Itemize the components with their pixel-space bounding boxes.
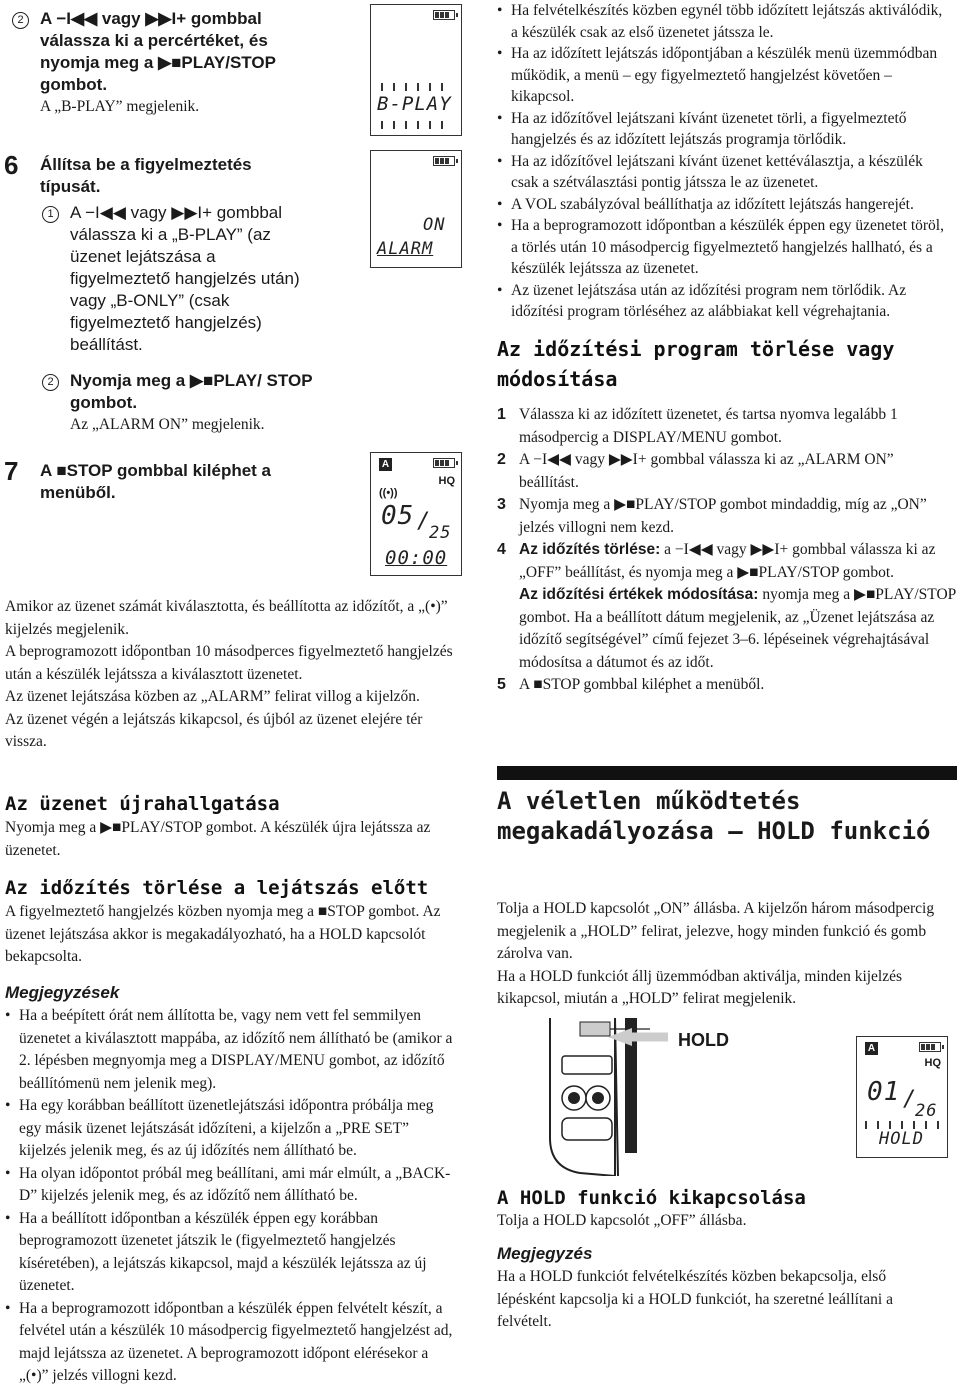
section-divider-bar <box>497 766 957 780</box>
step-instruction: Nyomja meg a ▶■PLAY/ STOP gombot. <box>70 371 313 412</box>
paragraph: Amikor az üzenet számát kiválasztotta, és beállította az időzítőt, a „(•)” kijelzés megjelenik. <box>5 598 448 638</box>
list-item: • Ha a beállított időpontban a készülék éppen egy korábban beprogramozott üzenetet játszik le (figyelmeztető hangjelzés kíséretében), a lejátszás kikapcsol, majd a készülék lejátssza az új üzenetet. <box>5 1208 457 1298</box>
hq-indicator: HQ <box>924 1057 941 1069</box>
step-text: A −I◀◀ vagy ▶▶I+ gombbal válassza ki az „ALARM ON” beállítást. <box>519 451 894 491</box>
step-number-7: 7 <box>4 456 19 486</box>
paragraph: Tolja a HOLD kapcsolót „ON” állásba. A kijelzőn három másodpercig megjelenik a „HOLD” felirat, jelezve, hogy minden funkció és gomb zárolva van. <box>497 900 935 962</box>
list-item: • Ha egy korábban beállított üzenetlejátszási időpontra próbálja meg egy másik üzenet lejátszását időzíteni, a kijelzőn a „PRE SET” kijelzés jelenik meg, és az új időzítés nem állítható be. <box>5 1095 457 1163</box>
lcd-text: ON <box>423 215 446 235</box>
lcd-text: HOLD <box>879 1129 924 1149</box>
list-item <box>497 494 957 539</box>
list-item: • Ha a beprogramozott időpontban a készülék éppen egy üzenetet töröl, a törlés után 10 másodpercig figyelmeztető hangjelzés hallható, és a készülék lejátssza az üzenetet. <box>497 215 952 280</box>
lcd-day: 25 <box>429 523 452 543</box>
blink-rays-icon <box>381 83 451 91</box>
battery-icon <box>433 156 455 166</box>
step-number: 3 <box>497 496 506 513</box>
step-instruction: A −I◀◀ vagy ▶▶I+ gombbal válassza ki a „B-PLAY” (az üzenet lejátszása a figyelmeztető hangjelzés után) vagy „B-ONLY” (csak figyelmeztető hangjelzés) beállítást. <box>70 203 300 354</box>
lcd-slash: / <box>417 509 432 534</box>
step-6-sub2 <box>47 370 320 436</box>
lcd-text: ALARM <box>377 239 434 259</box>
circled-number: 1 <box>42 206 59 223</box>
step-7-text: A ■STOP gombbal kiléphet a menüből. <box>40 461 272 502</box>
step-result: Az „ALARM ON” megjelenik. <box>70 416 265 433</box>
battery-icon <box>433 458 455 468</box>
step-text: A ■STOP gombbal kiléphet a menüből. <box>519 676 765 693</box>
paragraph: Az üzenet végén a lejátszás kikapcsol, és újból az üzenet elejére tér vissza. <box>5 710 423 750</box>
step-number: 2 <box>497 451 506 468</box>
list-item <box>497 674 957 697</box>
lcd-display-alarm-on <box>370 150 462 268</box>
paragraph: Ha a HOLD funkciót állj üzemmódban aktiválja, minden kijelzés kikapcsol, miután a „HOLD” felirat megjelenik. <box>497 967 903 1007</box>
list-item <box>497 404 957 449</box>
blink-rays-icon <box>865 1121 939 1129</box>
note-heading: Megjegyzés <box>497 1244 593 1263</box>
step-number: 5 <box>497 676 506 693</box>
step-5-sub2 <box>17 8 330 118</box>
section-heading-hold: A véletlen működtetés megakadályozása — HOLD funkció <box>497 787 931 845</box>
list-item: • Ha felvételkészítés közben egynél több időzített lejátszás aktiválódik, a készülék csak az első üzenetet játssza le. <box>497 0 952 43</box>
step-text: a −I◀◀ vagy ▶▶I+ gombbal válassza ki az „OFF” beállítást, és nyomja meg a ▶■PLAY/STOP gombot. <box>519 541 936 581</box>
list-item: • Ha olyan időpontot próbál meg beállítani, ami már elmúlt, a „BACK-D” kijelzés jelenik meg, és az időzítő nem állítható be. <box>5 1163 457 1208</box>
lcd-display-date <box>370 452 462 576</box>
cancel-text: A figyelmeztető hangjelzés közben nyomja meg a ■STOP gombot. Az üzenet lejátszása akkor is megakadályozható, ha a HOLD kapcsolót bekapcsolta. <box>5 903 441 965</box>
list-item: • A VOL szabályzóval beállíthatja az időzített lejátszás hangerejét. <box>497 194 952 216</box>
list-item: • Ha az időzítővel lejátszani kívánt üzenet kettéválasztja, a készülék csak a szétválasztási pontig játssza le az üzenetet. <box>497 151 952 194</box>
folder-a-icon: A <box>865 1042 878 1055</box>
hold-description <box>497 898 937 1011</box>
device-illustration <box>540 1018 650 1176</box>
circled-number: 2 <box>12 12 29 29</box>
section-heading-cancel: Az időzítés törlése a lejátszás előtt <box>5 877 429 899</box>
list-item <box>497 539 957 674</box>
alarm-description <box>5 596 460 754</box>
lcd-time: 00:00 <box>385 547 448 569</box>
paragraph: Az üzenet lejátszása közben az „ALARM” felirat villog a kijelzőn. <box>5 688 420 705</box>
lcd-text: B-PLAY <box>377 93 452 115</box>
step-number: 1 <box>497 406 506 423</box>
folder-a-icon: A <box>379 458 392 471</box>
notes-list <box>5 1005 457 1388</box>
lcd-month: 05 <box>381 501 415 531</box>
step-label: Az időzítés törlése: <box>519 541 661 558</box>
step-6-sub1 <box>47 202 320 356</box>
alarm-icon: ((•)) <box>379 487 398 499</box>
lcd-slash: / <box>903 1087 918 1112</box>
step-instruction: A −I◀◀ vagy ▶▶I+ gombbal válassza ki a percértéket, és nyomja meg a ▶■PLAY/STOP gombot. <box>40 9 276 94</box>
battery-icon <box>433 10 455 20</box>
lcd-day: 26 <box>915 1101 938 1121</box>
circled-number: 2 <box>42 374 59 391</box>
list-item: • Az üzenet lejátszása után az időzítési program nem törlődik. Az időzítési program törléséhez az alábbiakat kell végrehajtania. <box>497 280 952 323</box>
note-text: Ha a HOLD funkciót felvételkészítés közben bekapcsolja, első lépésként kapcsolja ki a HOLD funkciót, ha szeretné leállítani a felvételt. <box>497 1268 893 1330</box>
hold-switch-label: HOLD <box>678 1030 729 1050</box>
list-item: • Ha a beprogramozott időpontban a készülék éppen felvételt készít, a felvétel után a készülék 10 másodpercig figyelmeztető hangjelzést ad, majd lejátssza az üzenetet. A beprogramozott időpont elérésekor a „(•)” jelzés villogni kezd. <box>5 1298 457 1388</box>
replay-text: Nyomja meg a ▶■PLAY/STOP gombot. A készülék újra lejátssza az üzenetet. <box>5 819 431 859</box>
step-text: Válassza ki az időzített üzenetet, és tartsa nyomva legalább 1 másodpercig a DISPLAY/MENU gombot. <box>519 406 898 446</box>
lcd-display-hold <box>856 1036 948 1158</box>
section-heading-modify: Az időzítési program törlése vagy módosítása <box>497 337 895 391</box>
blink-rays-icon <box>381 121 451 129</box>
step-number-6: 6 <box>4 150 19 180</box>
section-heading-hold-off: A HOLD funkció kikapcsolása <box>497 1187 806 1209</box>
list-item: • Ha az időzített lejátszás időpontjában a készülék menü üzemmódban működik, a menü – egy figyelmeztető hangjelzést követően – kikapcsol. <box>497 43 952 108</box>
step-text: Nyomja meg a ▶■PLAY/STOP gombot mindaddig, míg az „ON” jelzés villogni nem kezd. <box>519 496 927 536</box>
list-item: • Ha a beépített órát nem állította be, vagy nem vett fel semmilyen üzenetet a kiválasztott mappába, az időzítő nem állítható be (amikor a 2. lépésben megnyomja meg a DISPLAY/MENU gombot, az időzítő beállítómenü nem jelenik meg). <box>5 1005 457 1095</box>
paragraph: A beprogramozott időpontban 10 másodperces figyelmeztető hangjelzés után a készülék lejátssza a kiválasztott üzenetet. <box>5 643 453 683</box>
list-item <box>497 449 957 494</box>
step-label: Az időzítési értékek módosítása: <box>519 586 759 603</box>
list-item: • Ha az időzítővel lejátszani kívánt üzenetet törli, a figyelmeztető hangjelzés és az időzített lejátszás programja törlődik. <box>497 108 952 151</box>
lcd-month: 01 <box>867 1077 901 1107</box>
step-result: A „B-PLAY” megjelenik. <box>40 98 200 115</box>
lcd-display-bplay <box>370 4 462 136</box>
hq-indicator: HQ <box>438 475 455 487</box>
step-number: 4 <box>497 541 506 558</box>
step-text: nyomja meg a ▶■PLAY/STOP gombot. Ha a beállított dátum megjelenik, az „Üzenet lejátszása az időzítő segítségével” című fejezet 3–6. lépéseinek végrehajtásával módosítsa a dátumot és az időt. <box>519 586 956 671</box>
timer-notes-list <box>497 0 952 323</box>
section-heading-replay: Az üzenet újrahallgatása <box>5 793 280 815</box>
modify-steps <box>497 404 957 697</box>
notes-heading: Megjegyzések <box>5 983 120 1002</box>
battery-icon <box>919 1042 941 1052</box>
hold-off-text: Tolja a HOLD kapcsolót „OFF” állásba. <box>497 1212 747 1229</box>
step-6-title: Állítsa be a figyelmeztetés típusát. <box>40 155 252 196</box>
